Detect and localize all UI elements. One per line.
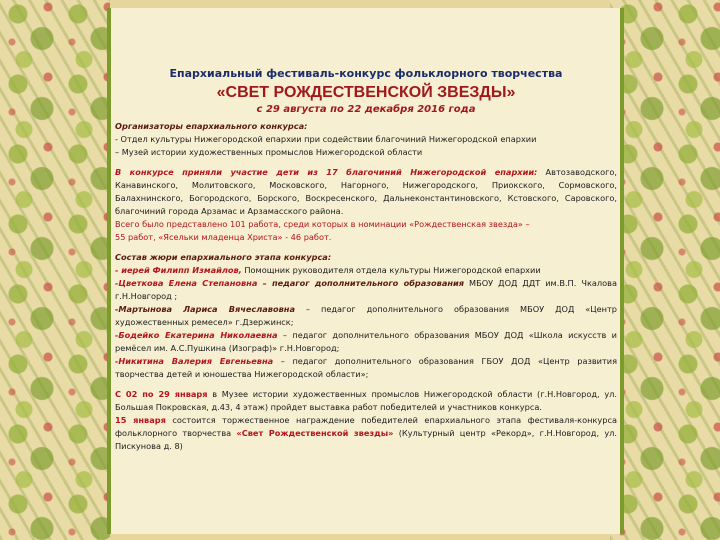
participants-paragraph	[115, 166, 617, 218]
works-line1: Всего было представлено 101 работа, среди которых в номинации «Рождественская звезда» –	[115, 219, 530, 229]
festival-name: «Свет Рождественской звезды»	[236, 428, 394, 438]
organizer-item: – Музей истории художественных промыслов Нижегородской области	[115, 147, 423, 157]
participants-text: Автозаводского, Канавинского, Молитовского, Московского, Нагорного, Нижегородского, Приокского, Сормовского, Балахнинского, Богородского, Борского, Воскресенского, Дальнеконстантиновского, Кстовского, Саровского, благочиний города Арзамас и Арзамасского района.	[115, 167, 617, 216]
ceremony-paragraph: 15 января состоится торжественное награждение победителей епархиального этапа фестиваля-конкурса фольклорного творчества «Свет Рождественской звезды» (Культурный центр «Рекорд», г.Н.Новгород, ул. Пискунова д. 8)	[115, 415, 618, 451]
jury-member: -Бодейко Екатерина Николаевна – педагог дополнительного образования МБОУ ДОД «Школа искусств и ремёсел им. А.С.Пушкина (Изограф)» г.Н.Новгород;	[115, 330, 618, 353]
jury-label: Состав жюри епархиального этапа конкурса:	[115, 252, 332, 262]
decorative-border-left	[0, 0, 110, 540]
works-line2: 55 работ, «Ясельки младенца Христа» - 46 работ.	[115, 232, 332, 242]
title-line2: «СВЕТ РОЖДЕСТВЕНСКОЙ ЗВЕЗДЫ»	[216, 84, 516, 101]
participants-label: В конкурсе приняли участие дети из 17 благочиний Нижегородской епархии:	[115, 167, 538, 177]
organizer-item: - Отдел культуры Нижегородской епархии при содействии благочиний Нижегородской епархии	[115, 134, 537, 144]
title-line1: Епархиальный фестиваль-конкурс фольклорного творчества	[169, 67, 563, 80]
jury-member: -Никитина Валерия Евгеньевна – педагог дополнительного образования ГБОУ ДОД «Центр развития творчества детей и юношества Нижегородской области»;	[115, 356, 618, 379]
organizers-label: Организаторы епархиального конкурса:	[115, 121, 308, 131]
ceremony-date: 15 января	[115, 415, 166, 425]
document-content	[115, 67, 617, 453]
exhibition-paragraph: С 02 по 29 января в Музее истории художественных промыслов Нижегородской области (г.Н.Новгород, ул. Большая Покровская, д.43, 4 этаж) пройдет выставка работ победителей и участников конкурса.	[115, 389, 618, 412]
jury-member: - иерей Филипп Измайлов, Помощник руководителя отдела культуры Нижегородской епархии	[115, 265, 541, 275]
decorative-border-right	[610, 0, 720, 540]
dates: с 29 августа по 22 декабря 2016 года	[256, 104, 476, 115]
jury-member: -Мартынова Лариса Вячеславовна – педагог дополнительного образования МБОУ ДОД «Центр художественных ремесел» г.Дзержинск;	[115, 304, 618, 327]
exhibition-date: С 02 по 29 января	[115, 389, 208, 399]
jury-member: -Цветкова Елена Степановна – педагог дополнительного образования МБОУ ДОД ДДТ им.В.П. Чкалова г.Н.Новгород ;	[115, 278, 617, 301]
